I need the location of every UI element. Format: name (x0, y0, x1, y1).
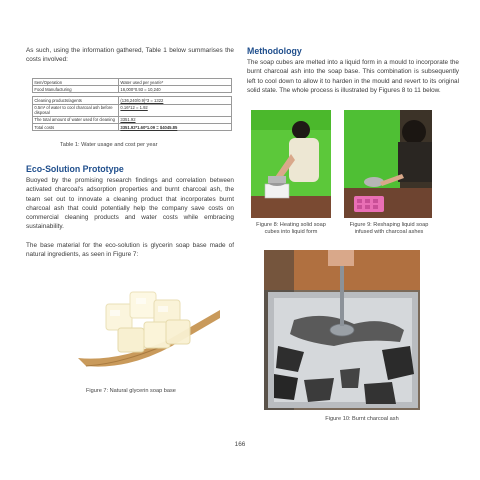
table-cell: (136,240/0.9)*3 = 1322 (119, 97, 232, 104)
base-paragraph: The base material for the eco-solution is glycerin soap base made of natural ingredients, as seen in Figure 7: (26, 241, 234, 259)
table-row (33, 79, 232, 86)
eco-section (26, 164, 234, 259)
table-cell: 3351.92 (119, 116, 232, 123)
figure-10-caption: Figure 10: Burnt charcoal ash (325, 416, 399, 422)
heating-soap-photo (251, 110, 331, 218)
figure-8-image (251, 110, 331, 218)
figure-8-caption: Figure 8: Heating solid soap cubes into liquid form (256, 222, 326, 236)
figure-10-image (264, 250, 420, 410)
figure-9-caption: Figure 9: Reshaping liquid soap infused with charcoal ashes (349, 222, 429, 236)
table-caption: Table 1: Water usage and cost per year (60, 142, 158, 148)
table-row (33, 86, 232, 93)
figure-7-caption: Figure 7: Natural glycerin soap base (86, 388, 176, 394)
water-usage-table (32, 78, 232, 131)
charcoal-ash-photo (264, 250, 420, 410)
table-row (33, 97, 232, 104)
eco-heading: Eco-Solution Prototype (26, 164, 124, 174)
table-cell: The total amount of water used for cleaning (33, 116, 119, 123)
table-row (33, 123, 232, 130)
glycerin-soap-illustration (58, 270, 220, 380)
right-column (247, 46, 459, 95)
figure-7-image (58, 270, 220, 380)
table-row (33, 104, 232, 116)
table-cell: 0.5m³ of water to cool charcoal ash before disposal (33, 104, 119, 116)
reshaping-soap-photo (344, 110, 432, 218)
table-cell: Item/Operation (33, 79, 119, 86)
left-column (26, 46, 234, 65)
figure-9-image (344, 110, 432, 218)
methodology-paragraph: The soap cubes are melted into a liquid form in a mould to incorporate the burnt charcoal ash into the soap base. This combination is subsequently left to cool down to allow it to harden in the mould and revert to its original solid state. The whole process is illustrated by Figures 8 to 11 below. (247, 59, 459, 94)
page-number: 166 (234, 441, 246, 448)
table-row (33, 116, 232, 123)
table-cell: 3351.92*1.60*1.09 = $4045.85 (119, 123, 232, 130)
table-cell: Total costs (33, 123, 119, 130)
table-cell: Water used per year/e* (119, 79, 232, 86)
intro-paragraph: As such, using the information gathered, Table 1 below summarises the costs involved: (26, 47, 234, 64)
table-cell: Cleaning products/agents (33, 97, 119, 104)
methodology-heading: Methodology (247, 46, 302, 56)
table-cell: Food Manufacturing (33, 86, 119, 93)
eco-paragraph: Buoyed by the promising research findings and correlation between activated charcoal's adsorption properties and burnt charcoal ash, the team set out to innovate a cleaning product that incorporates burnt charcoal ash that could potentially help the company save costs on commercial cleaning products and water costs while embracing sustainability. (26, 177, 234, 231)
table-cell: 0.16*12 = 1.92 (119, 104, 232, 116)
table-cell: 16,000*0.93 = 10,240 (119, 86, 232, 93)
